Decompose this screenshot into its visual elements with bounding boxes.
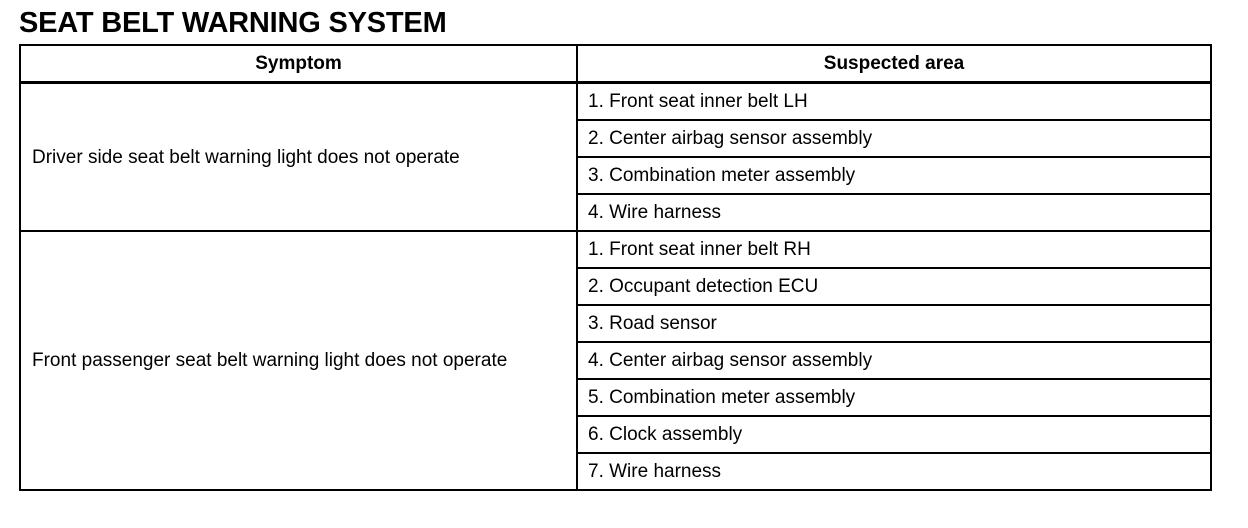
table-row	[20, 231, 1211, 268]
table-row	[20, 83, 1211, 121]
suspected-area-cell: 6. Clock assembly	[577, 416, 1211, 453]
suspected-area-cell: 1. Front seat inner belt LH	[577, 83, 1211, 121]
suspected-area-cell: 4. Center airbag sensor assembly	[577, 342, 1211, 379]
suspected-area-cell: 1. Front seat inner belt RH	[577, 231, 1211, 268]
symptom-table	[19, 44, 1212, 491]
table-header-row	[20, 45, 1211, 83]
symptom-column-header: Symptom	[20, 45, 577, 83]
suspected-area-cell: 5. Combination meter assembly	[577, 379, 1211, 416]
symptom-cell-driver: Driver side seat belt warning light does not operate	[20, 83, 577, 232]
suspected-area-cell: 3. Combination meter assembly	[577, 157, 1211, 194]
symptom-cell-passenger: Front passenger seat belt warning light does not operate	[20, 231, 577, 490]
page-title: SEAT BELT WARNING SYSTEM	[19, 7, 447, 39]
suspected-area-cell: 2. Center airbag sensor assembly	[577, 120, 1211, 157]
suspected-area-cell: 2. Occupant detection ECU	[577, 268, 1211, 305]
suspected-area-cell: 3. Road sensor	[577, 305, 1211, 342]
suspected-area-cell: 7. Wire harness	[577, 453, 1211, 490]
suspected-area-cell: 4. Wire harness	[577, 194, 1211, 231]
suspected-area-column-header: Suspected area	[577, 45, 1211, 83]
